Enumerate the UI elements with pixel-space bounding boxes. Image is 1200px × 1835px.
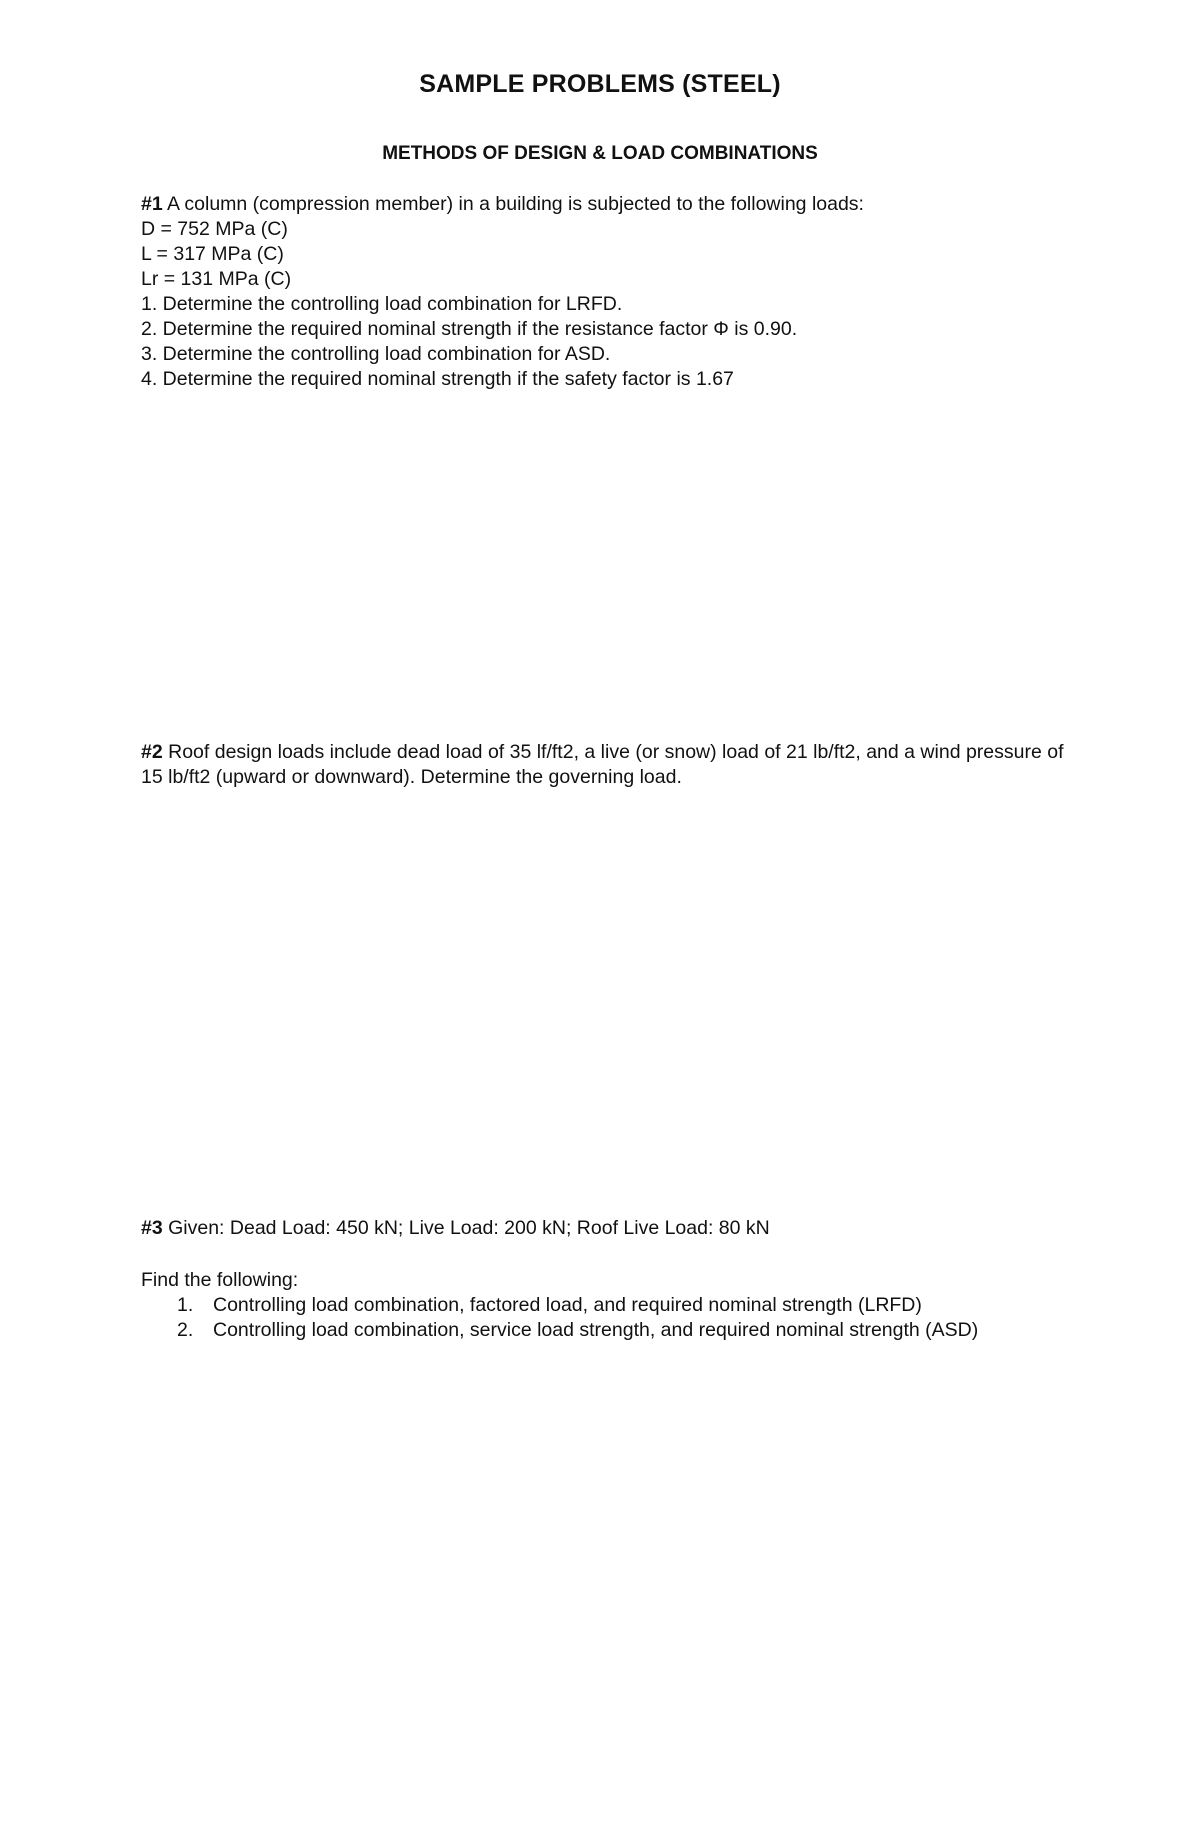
problem-2-paragraph <box>141 740 1081 790</box>
problem-2 <box>141 740 1081 790</box>
problem-1-number: #1 <box>141 193 163 215</box>
problem-1-intro-text: A column (compression member) in a building is subjected to the following loads: <box>162 193 864 215</box>
list-marker: 2. <box>177 1319 194 1341</box>
question-4: 4. Determine the required nominal strength if the safety factor is 1.67 <box>141 368 734 390</box>
problem-1-intro <box>141 192 1081 217</box>
problem-3-given-text: Given: Dead Load: 450 kN; Live Load: 200 kN; Roof Live Load: 80 kN <box>162 1217 770 1239</box>
find-label: Find the following: <box>141 1269 299 1291</box>
problem-1 <box>141 192 1081 392</box>
list-item <box>141 1318 1081 1343</box>
load-dead: D = 752 MPa (C) <box>141 218 288 240</box>
question-2: 2. Determine the required nominal strength if the resistance factor Φ is 0.90. <box>141 318 798 340</box>
question-1: 1. Determine the controlling load combination for LRFD. <box>141 293 623 315</box>
list-item-text: Controlling load combination, factored load, and required nominal strength (LRFD) <box>213 1294 922 1316</box>
problem-2-text: Roof design loads include dead load of 35 lf/ft2, a live (or snow) load of 21 lb/ft2, and a wind pressure of 15 lb/ft2 (upward or downward). Determine the governing load. <box>141 741 1064 788</box>
problem-2-number: #2 <box>141 741 163 763</box>
list-item <box>141 1293 1081 1318</box>
page-title: SAMPLE PROBLEMS (STEEL) <box>419 70 781 98</box>
problem-3-given <box>141 1216 1081 1241</box>
list-marker: 1. <box>177 1294 194 1316</box>
section-subtitle: METHODS OF DESIGN & LOAD COMBINATIONS <box>382 143 818 164</box>
question-3: 3. Determine the controlling load combination for ASD. <box>141 343 611 365</box>
problem-3-number: #3 <box>141 1217 163 1239</box>
load-live: L = 317 MPa (C) <box>141 243 284 265</box>
problem-3-list <box>141 1293 1081 1343</box>
problem-3 <box>141 1216 1081 1343</box>
load-roof-live: Lr = 131 MPa (C) <box>141 268 292 290</box>
list-item-text: Controlling load combination, service load strength, and required nominal strength (ASD) <box>213 1319 979 1341</box>
